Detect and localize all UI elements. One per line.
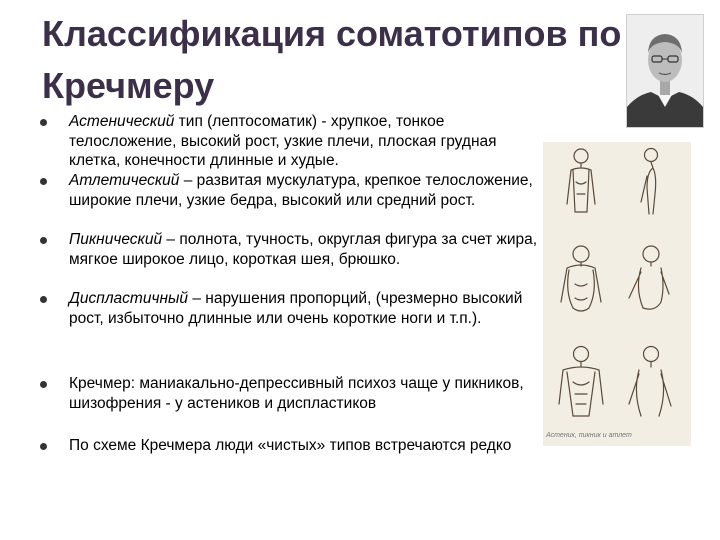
bullet-dot-icon — [40, 178, 47, 185]
portrait-photo — [626, 14, 704, 128]
bullet-text: – нарушения пропорций, (чрезмерно высокий рост, избыточно длинные или очень короткие ноги и т.п.). — [69, 290, 523, 327]
bullet-text: Кречмер: маниакально-депрессивный психоз чаще у пикников, шизофрения - у астеников и диспластиков — [69, 375, 524, 412]
figures-caption: Астеник, пикник и атлет — [546, 432, 632, 439]
bullet-text: – полнота, тучность, округлая фигура за счет жира, мягкое широкое лицо, короткая шея, брюшко. — [69, 231, 538, 268]
bullet-text: – развитая мускулатура, крепкое телосложение, широкие плечи, узкие бедра, высокий или средний рост. — [69, 172, 533, 209]
bullet-term: Диспластичный — [69, 290, 189, 307]
slide-title: Классификация соматотипов по Кречмеру — [42, 13, 622, 106]
bullet-dot-icon — [40, 381, 47, 388]
bullet-term: Астенический — [69, 113, 175, 130]
bullet-term: Пикнический — [69, 231, 163, 248]
body-type-drawings — [543, 142, 691, 446]
bullet-dot-icon — [40, 443, 47, 450]
bullet-dot-icon — [40, 296, 47, 303]
bullet-dot-icon — [40, 119, 47, 126]
bullet-text: тип (лептосоматик) - хрупкое, тонкое телосложение, высокий рост, узкие плечи, плоская грудная клетка, конечности длинные и худые. — [69, 113, 497, 169]
bullet-dot-icon — [40, 237, 47, 244]
bullet-text: По схеме Кречмера люди «чистых» типов встречаются редко — [69, 437, 512, 454]
bullet-term: Атлетический — [69, 172, 180, 189]
